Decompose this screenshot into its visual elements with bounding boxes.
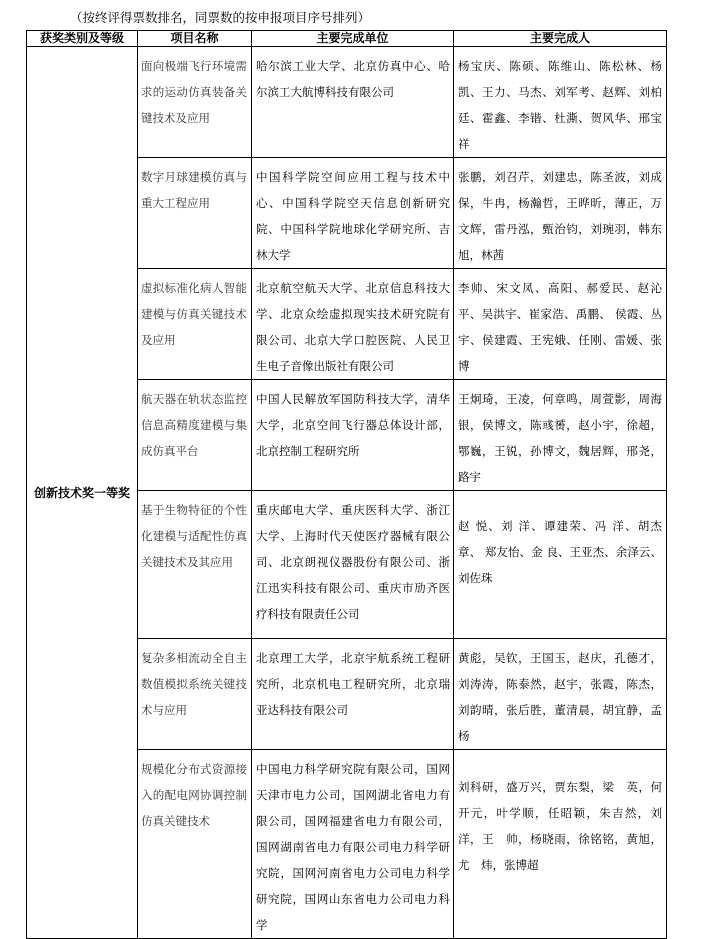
header-project-name: 项目名称 (138, 31, 252, 47)
unit-cell: 中国人民解放军国防科技大学，清华大学，北京空间飞行器总体设计部，北京控制工程研究所 (252, 380, 454, 491)
project-name-cell: 航天器在轨状态监控信息高精度建模与集成仿真平台 (138, 380, 252, 491)
table-header-row (27, 31, 667, 47)
table-row (27, 47, 667, 158)
unit-cell: 哈尔滨工业大学、北京仿真中心、哈尔滨工大航博科技有限公司 (252, 47, 454, 158)
ranking-note: （按终评得票数排名，同票数的按申报项目序号排列） (70, 10, 371, 25)
project-name-cell: 数字月球建模仿真与重大工程应用 (138, 158, 252, 269)
unit-cell: 中国电力科学研究院有限公司，国网天津市电力公司，国网湖北省电力有限公司，国网福建省电力有限公司，国网湖南省电力有限公司电力科学研究院，国网河南省电力公司电力科学研究院，国网山东省电力公司电力科学 (252, 750, 454, 939)
people-cell: 黄彪，吴钦，王国玉，赵庆，孔德才，刘涛涛，陈泰然，赵宇，张霞，陈杰，刘韵晴，张后胜，董清晨，胡宜静，孟杨 (454, 639, 667, 750)
project-name-cell: 虚拟标准化病人智能建模与仿真关键技术及应用 (138, 269, 252, 380)
unit-cell: 北京理工大学，北京宇航系统工程研究所，北京机电工程研究所，北京瑞亚达科技有限公司 (252, 639, 454, 750)
project-name-cell: 面向极端飞行环境需求的运动仿真装备关键技术及应用 (138, 47, 252, 158)
header-unit: 主要完成单位 (252, 31, 454, 47)
project-name-cell: 复杂多相流动全自主数值模拟系统关键技术与应用 (138, 639, 252, 750)
unit-cell: 重庆邮电大学、重庆医科大学、浙江大学、上海时代天使医疗器械有限公司、北京朗视仪器股份有限公司、浙江迅实科技有限公司、重庆市劢齐医疗科技有限责任公司 (252, 491, 454, 639)
people-cell: 李帅、宋文凤、高阳、郝爱民、赵沁平、吴洪宇、崔家浩、禹鹏、 侯霞、丛宇、侯建霞、王宪娥、任刚、雷媛、张博 (454, 269, 667, 380)
people-cell: 赵 悦、刘 洋、谭建荣、冯 洋、胡杰章、 郑友怡、金 良、王亚杰、余泽云、刘佐珠 (454, 491, 667, 639)
people-cell: 张鹏，刘召芹，刘建忠，陈圣波，刘成保，牛冉，杨瀚哲，王晔昕，薄正，万文辉，雷丹泓，甄治钧，刘琬羽，韩东旭，林茜 (454, 158, 667, 269)
award-category-cell: 创新技术奖一等奖 (27, 47, 138, 939)
people-cell: 王炯琦，王凌，何章鸣，周萱影，周海银，侯博文，陈彧赟，赵小宇，徐超，鄂巍，王锐，孙博文，魏居辉，邢尧，路宇 (454, 380, 667, 491)
people-cell: 杨宝庆、陈硕、陈维山、陈松林、杨凯、王力、马杰、刘军考、赵辉、刘柏廷、霍鑫、李锴、杜澌、贺风华、邢宝祥 (454, 47, 667, 158)
project-name-cell: 规模化分布式资源接入的配电网协调控制仿真关键技术 (138, 750, 252, 939)
header-category: 获奖类别及等级 (27, 31, 138, 47)
project-name-cell: 基于生物特征的个性化建模与适配性仿真关键技术及其应用 (138, 491, 252, 639)
header-people: 主要完成人 (454, 31, 667, 47)
award-table (26, 30, 667, 939)
people-cell: 刘科研，盛万兴，贾东梨，梁 英，何开元，叶学顺，任昭颖，朱吉然，刘洋，王 帅，杨晓雨，徐铭铭，黄旭，尤 炜，张博超 (454, 750, 667, 939)
unit-cell: 北京航空航天大学、北京信息科技大学、北京众绘虚拟现实技术研究院有限公司、北京大学口腔医院、人民卫生电子音像出版社有限公司 (252, 269, 454, 380)
unit-cell: 中国科学院空间应用工程与技术中心、中国科学院空天信息创新研究院、中国科学院地球化学研究所、吉林大学 (252, 158, 454, 269)
